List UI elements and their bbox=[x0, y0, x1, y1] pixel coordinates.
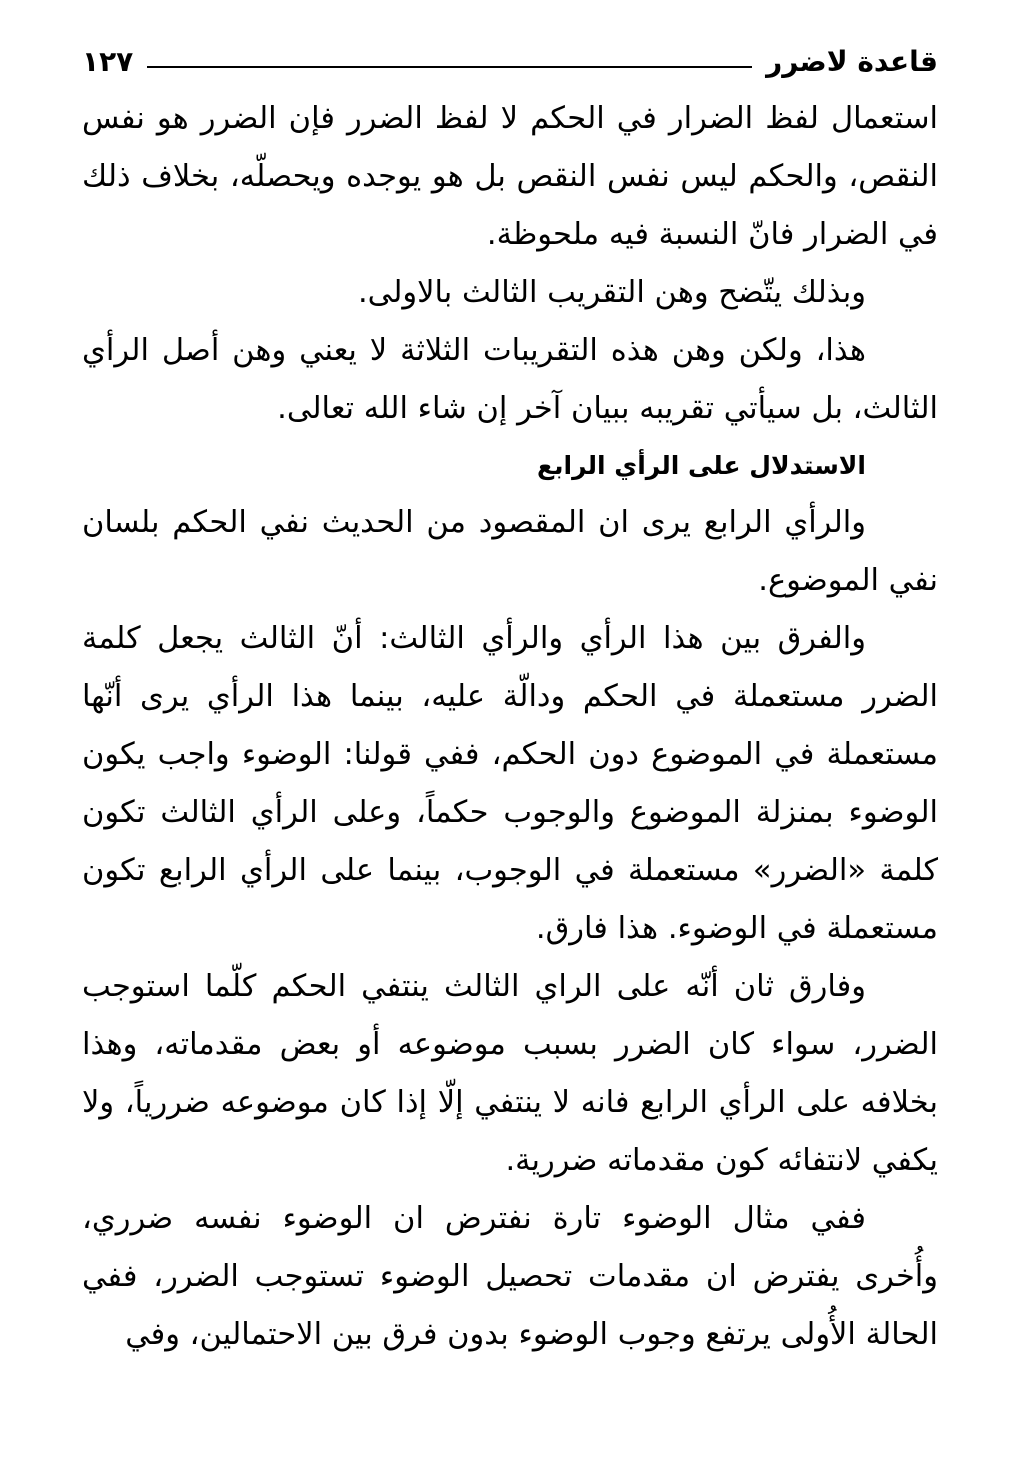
paragraph: وفارق ثان أنّه على الراي الثالث ينتفي الحكم كلّما استوجب الضرر، سواء كان الضرر بسبب موضوعه أو بعض مقدماته، وهذا بخلافه على الرأي الرابع فانه لا ينتفي إلّا إذا كان موضوعه ضررياً، ولا يكفي لانتفائه كون مقدماته ضررية. bbox=[82, 969, 938, 1178]
running-header bbox=[82, 40, 938, 82]
section-heading: الاستدلال على الرأي الرابع bbox=[537, 451, 866, 480]
header-rule bbox=[147, 66, 752, 68]
page-number: ١٢٧ bbox=[82, 44, 134, 78]
page-body bbox=[82, 90, 938, 1364]
document-page bbox=[82, 40, 938, 1460]
running-title: قاعدة لاضرر bbox=[766, 44, 938, 78]
paragraph: ففي مثال الوضوء تارة نفترض ان الوضوء نفسه ضرري، وأُخرى يفترض ان مقدمات تحصيل الوضوء تستوجب الضرر، ففي الحالة الأُولى يرتفع وجوب الوضوء بدون فرق بين الاحتمالين، وفي bbox=[82, 1201, 938, 1352]
paragraph: والفرق بين هذا الرأي والرأي الثالث: أنّ الثالث يجعل كلمة الضرر مستعملة في الحكم ودالّة عليه، بينما هذا الرأي يرى أنّها مستعملة في الموضوع دون الحكم، ففي قولنا: الوضوء واجب يكون الوضوء بمنزلة الموضوع والوجوب حكماً، وعلى الرأي الثالث تكون كلمة «الضرر» مستعملة في الوجوب، بينما على الرأي الرابع تكون مستعملة في الوضوء. هذا فارق. bbox=[82, 621, 938, 946]
paragraph: هذا، ولكن وهن هذه التقريبات الثلاثة لا يعني وهن أصل الرأي الثالث، بل سيأتي تقريبه ببيان آخر إن شاء الله تعالى. bbox=[82, 333, 938, 426]
paragraph: والرأي الرابع يرى ان المقصود من الحديث نفي الحكم بلسان نفي الموضوع. bbox=[82, 505, 938, 598]
paragraph: استعمال لفظ الضرار في الحكم لا لفظ الضرر فإن الضرر هو نفس النقص، والحكم ليس نفس النقص بل هو يوجده ويحصلّه، بخلاف ذلك في الضرار فانّ النسبة فيه ملحوظة. bbox=[82, 101, 938, 252]
paragraph: وبذلك يتّضح وهن التقريب الثالث بالاولى. bbox=[357, 275, 866, 310]
